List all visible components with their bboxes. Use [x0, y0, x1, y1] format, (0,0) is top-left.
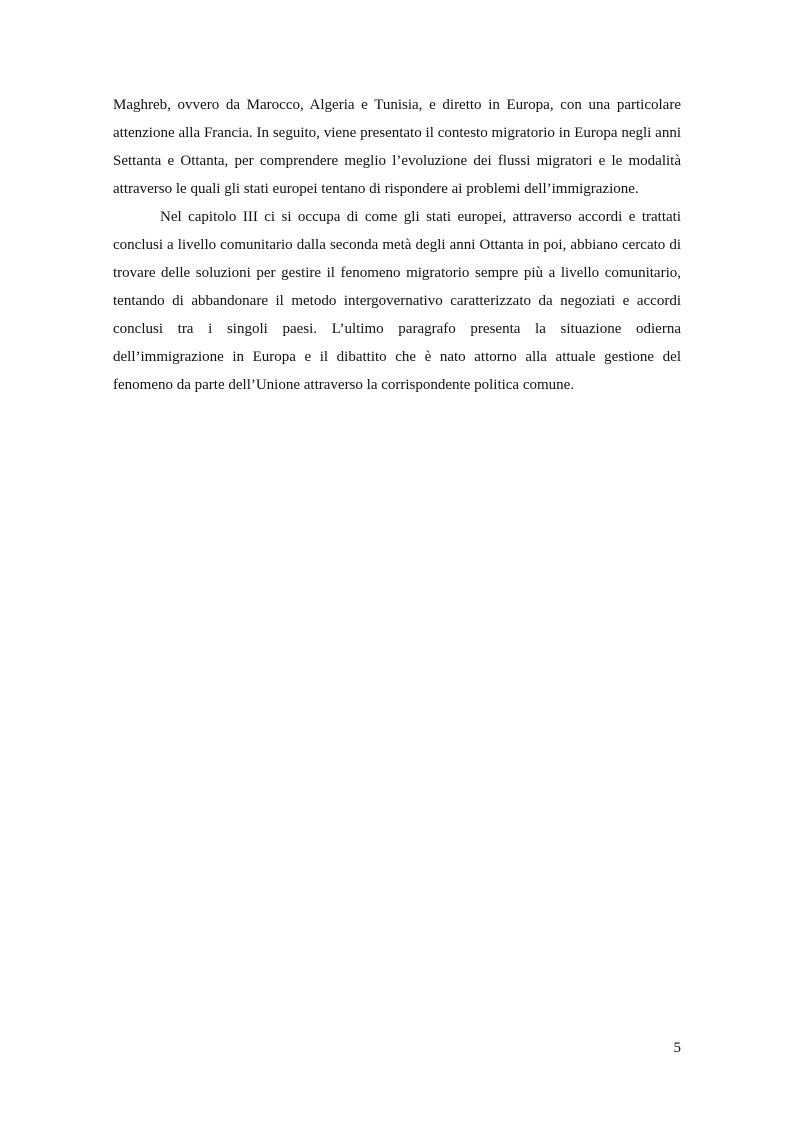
paragraph-chapter-three: Nel capitolo III ci si occupa di come gli stati europei, attraverso accordi e trattati conclusi a livello comunitario dalla seconda metà degli anni Ottanta in poi, abbiano cercato di trovare delle soluzioni per gestire il fenomeno migratorio sempre più a livello comunitario, tentando di abbandonare il metodo intergovernativo caratterizzato da negoziati e accordi conclusi tra i singoli paesi. L’ultimo paragrafo presenta la situazione odierna dell’immigrazione in Europa e il dibattito che è nato attorno alla attuale gestione del fenomeno da parte dell’Unione attraverso la corrispondente politica comune.	[113, 209, 681, 393]
paragraph-continuation: Maghreb, ovvero da Marocco, Algeria e Tunisia, e diretto in Europa, con una particolare attenzione alla Francia. In seguito, viene presentato il contesto migratorio in Europa negli anni Settanta e Ottanta, per comprendere meglio l’evoluzione dei flussi migratori e le modalità attraverso le quali gli stati europei tentano di rispondere ai problemi dell’immigrazione.	[113, 97, 681, 197]
page-number: 5	[673, 1040, 681, 1056]
body-text	[113, 91, 681, 399]
